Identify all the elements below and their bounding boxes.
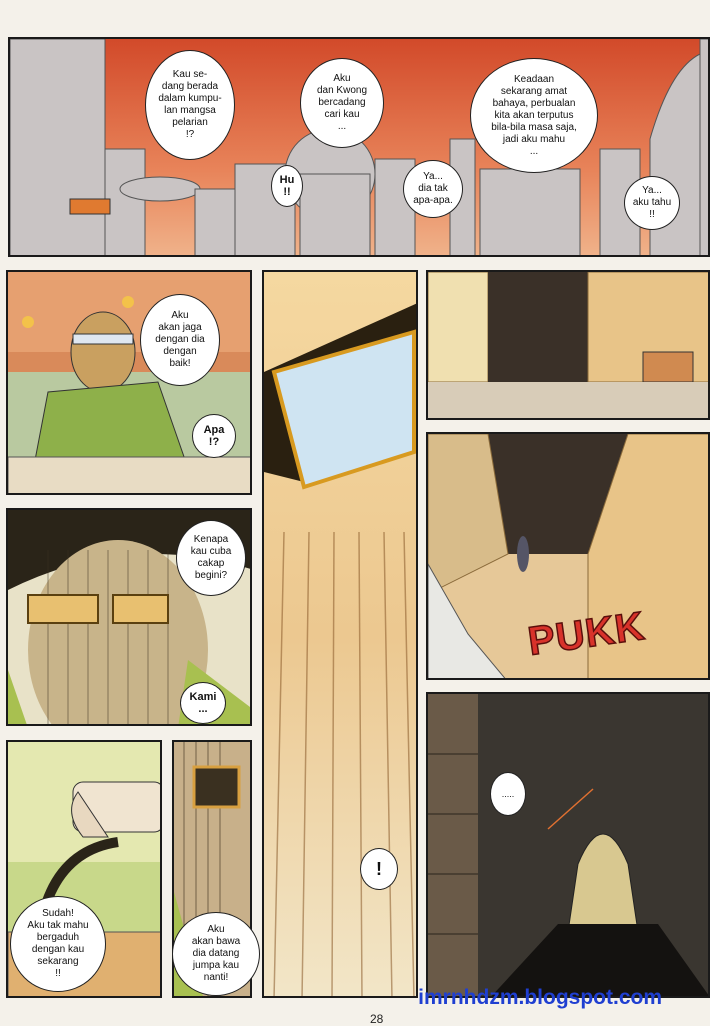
panel-speed-lines bbox=[262, 270, 418, 998]
speech-bubble-kami: Kami ... bbox=[180, 682, 226, 724]
panel-dark-back bbox=[426, 692, 710, 998]
blog-credit: imrnhdzm.blogspot.com bbox=[418, 986, 662, 1009]
panel-alley-above bbox=[426, 432, 710, 680]
speech-bubble-kenapa: Kenapa kau cuba cakap begini? bbox=[176, 520, 246, 596]
speech-bubble-apa: Apa !? bbox=[192, 414, 236, 458]
speech-bubble-kau-sedang: Kau se- dang berada dalam kumpu- lan mangsa pelarian !? bbox=[145, 50, 235, 160]
exclamation-bubble: ! bbox=[360, 848, 398, 890]
alley-wide-art bbox=[428, 272, 710, 420]
driver-art bbox=[8, 272, 252, 495]
ellipsis-bubble: ..... bbox=[490, 772, 526, 816]
page-number: 28 bbox=[370, 1012, 384, 1026]
speed-lines-art bbox=[264, 272, 418, 998]
speech-bubble-aku-akan-jaga: Aku akan jaga dengan dia dengan baik! bbox=[140, 294, 220, 386]
speech-bubble-sudah: Sudah! Aku tak mahu bergaduh dengan kau sekarang !! bbox=[10, 896, 106, 992]
panel-alley-wide bbox=[426, 270, 710, 420]
speech-bubble-hu: Hu !! bbox=[271, 165, 303, 207]
speech-bubble-aku-tahu: Ya... aku tahu !! bbox=[624, 176, 680, 230]
panel-driver-car bbox=[6, 270, 252, 495]
sound-effect-pukk: PUKK bbox=[525, 604, 648, 664]
speech-bubble-aku-dan-kwong: Aku dan Kwong bercadang cari kau ... bbox=[300, 58, 384, 148]
dark-back-art bbox=[428, 694, 710, 998]
speech-bubble-aku-akan-bawa: Aku akan bawa dia datang jumpa kau nanti! bbox=[172, 912, 260, 996]
speech-bubble-dia-tak-apa: Ya... dia tak apa-apa. bbox=[403, 160, 463, 218]
speech-bubble-keadaan: Keadaan sekarang amat bahaya, perbualan kita akan terputus bila-bila masa saja, jadi aku mahu ... bbox=[470, 58, 598, 173]
